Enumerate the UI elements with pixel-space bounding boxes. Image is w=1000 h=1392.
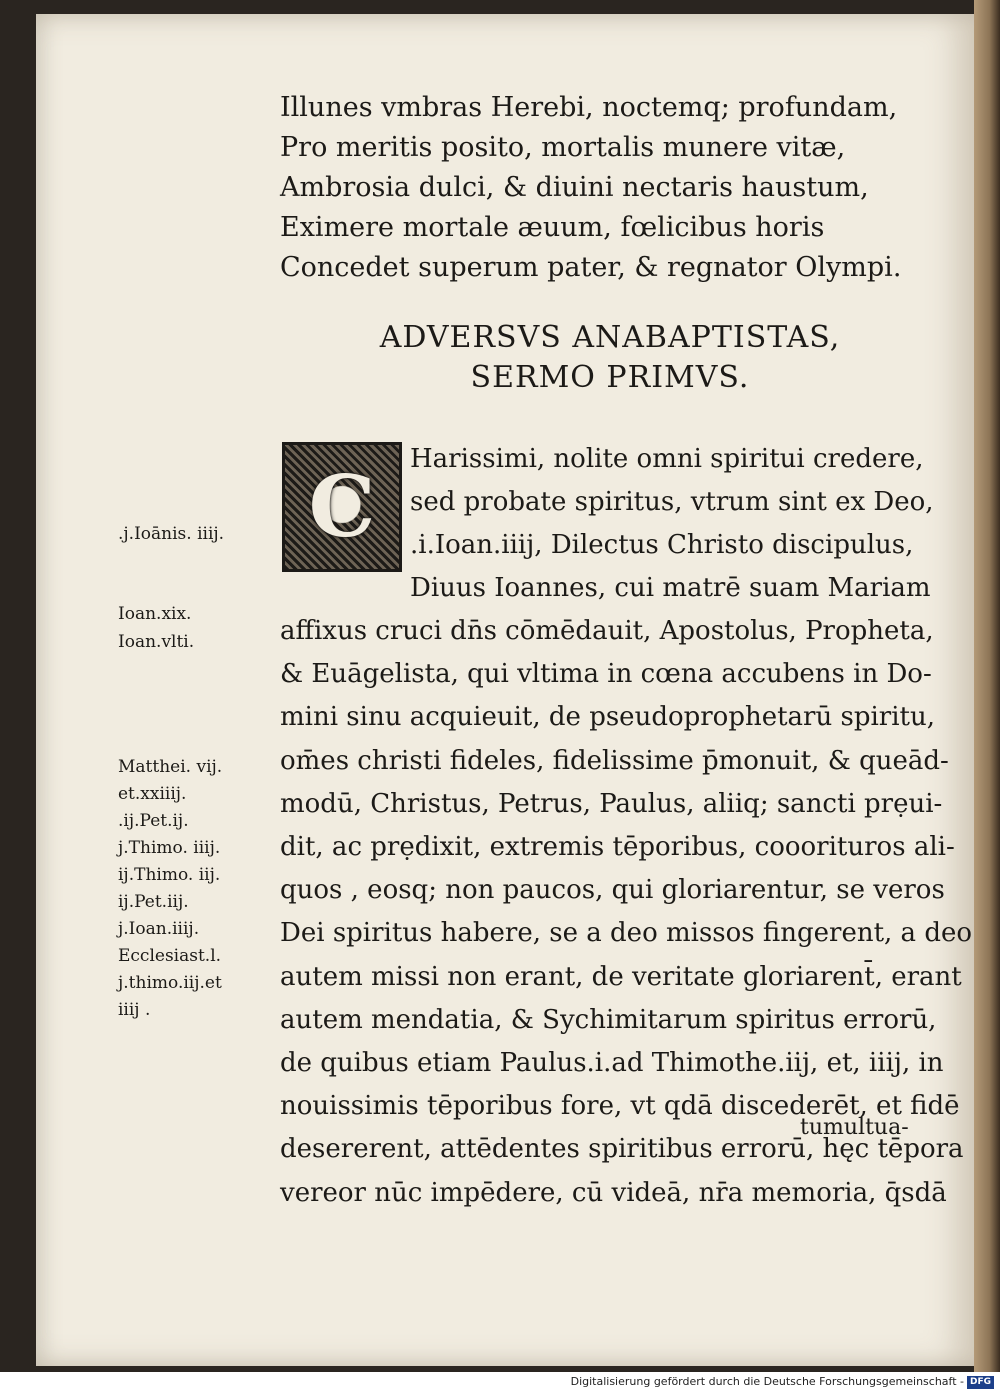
catchword: tumultua- (800, 1115, 909, 1140)
decorated-initial (282, 442, 402, 572)
margin-note: .ij.Pet.ij. (118, 811, 189, 831)
footer-text: Digitalisierung gefördert durch die Deutsche Forschungsgemeinschaft - (570, 1375, 964, 1388)
page-edge-binding (974, 0, 1000, 1372)
margin-note: ij.Thimo. iij. (118, 865, 221, 885)
margin-note: .j.Ioānis. iiij. (118, 524, 225, 544)
body-line: Dei spiritus habere, se a deo missos fingerent, a deo (280, 918, 973, 949)
body-line: nouissimis tēporibus fore, vt qdā discederēt, et fidē (280, 1091, 960, 1122)
footer-bar (0, 1372, 1000, 1392)
heading-line-2: SERMO PRIMVS. (470, 360, 750, 395)
verse-line: Illunes vmbras Herebi, noctemq; profundam, (280, 92, 898, 123)
dfg-logo: DFG (967, 1376, 994, 1389)
sermon-heading (280, 318, 940, 398)
body-line: dit, ac prẹdixit, extremis tēporibus, cooorituros ali- (280, 832, 955, 863)
margin-note: Matthei. vij. (118, 757, 223, 777)
margin-note-group-2 (118, 600, 194, 656)
margin-note: j.Thimo. iiij. (118, 838, 221, 858)
margin-note: ij.Pet.iij. (118, 892, 189, 912)
body-line: modū, Christus, Petrus, Paulus, aliiq; sancti prẹui- (280, 788, 943, 819)
verse-line: Concedet superum pater, & regnator Olympi. (280, 252, 902, 283)
margin-note: j.Ioan.iiij. (118, 919, 200, 939)
body-line: Harissimi, nolite omni spiritui credere, (410, 444, 924, 474)
margin-note: iiij . (118, 1000, 151, 1020)
body-line: autem missi non erant, de veritate gloriarent̄, erant (280, 961, 962, 992)
body-line: & Euāgelista, qui vltima in cœna accubens in Do- (280, 659, 932, 690)
margin-note: Ioan.vlti. (118, 632, 195, 652)
verse-line: Eximere mortale æuum, fœlicibus horis (280, 212, 825, 243)
body-line: quos , eosq; non paucos, qui gloriarentur, se veros (280, 875, 945, 906)
margin-note: j.thimo.iij.et (118, 973, 222, 993)
body-line: sed probate spiritus, vtrum sint ex Deo, (410, 487, 934, 517)
heading-line-1: ADVERSVS ANABAPTISTAS, (379, 320, 841, 355)
body-line: affixus cruci dn̄s cōmēdauit, Apostolus, Propheta, (280, 616, 934, 646)
body-line: desererent, attēdentes spiritibus errorū, hęc tēpora (280, 1134, 964, 1165)
verse-block (280, 88, 940, 288)
body-line: .i.Ioan.iiij, Dilectus Christo discipulus, (410, 530, 914, 560)
verse-line: Pro meritis posito, mortalis munere vitæ, (280, 132, 846, 163)
body-line: Diuus Ioannes, cui matrē suam Mariam (410, 573, 931, 603)
margin-note: et.xxiiij. (118, 784, 187, 804)
verse-line: Ambrosia dulci, & diuini nectaris haustum, (280, 172, 869, 203)
initial-letter: C (308, 457, 376, 556)
margin-note-group-1 (118, 524, 224, 544)
body-line: de quibus etiam Paulus.i.ad Thimothe.iij, et, iiij, in (280, 1048, 944, 1079)
margin-note-group-3 (118, 754, 222, 1024)
margin-note: Ioan.xix. (118, 604, 192, 624)
body-line: vereor nūc impēdere, cū videā, nr̄a memoria, q̄sdā (280, 1177, 947, 1208)
body-line: autem mendatia, & Sychimitarum spiritus errorū, (280, 1004, 937, 1035)
body-line: om̄es christi fideles, fidelissime p̄monuit, & queād- (280, 745, 949, 776)
body-line: mini sinu acquieuit, de pseudoprophetarū spiritu, (280, 702, 936, 733)
margin-note: Ecclesiast.l. (118, 946, 222, 966)
body-text-indented (410, 438, 940, 610)
